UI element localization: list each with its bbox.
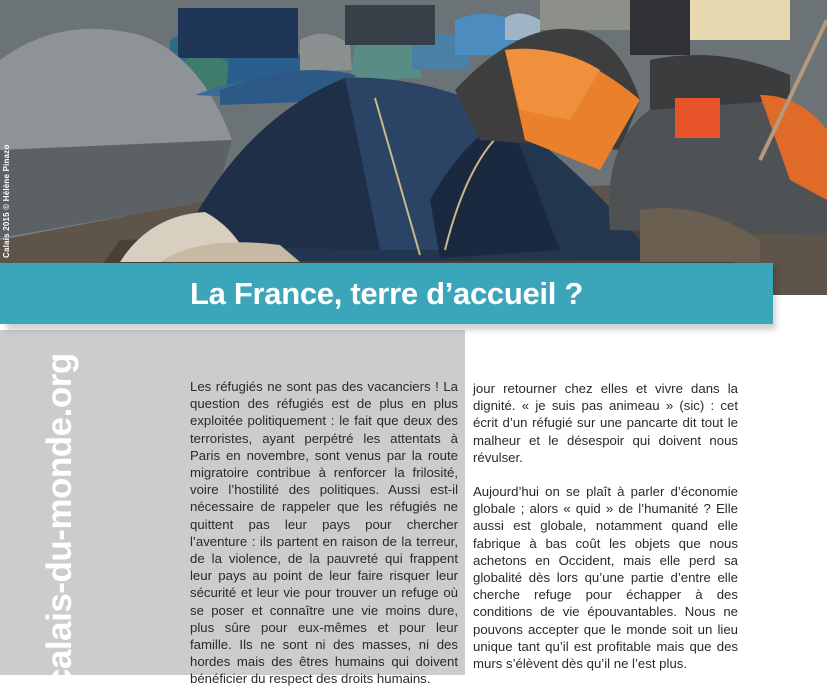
refugee-camp-photo xyxy=(0,0,827,295)
photo-credit: Calais 2015 © Hélène Pinazo xyxy=(2,144,11,258)
article-paragraph: Les réfugiés ne sont pas des vacanciers ! La question des réfugiés est de plus en plus exploitée politiquement : le fait que deux des terroristes, ayant perpétré les attentats à Paris en novembre, sont venus par la route migratoire contribue à renforcer la frilosité, voire l’hostilité des politiques. Aussi est-il nécessaire de rappeler que les réfugiés ne quittent pas leur pays pour chercher l’aventure : ils partent en raison de la terreur, de la violence, de la pauvreté qui frappent leur pays au point de leur faire risquer leur sécurité et leur vie pour trouver un refuge où se poser et connaître une vie moins dure, plus sûre pour eux-mêmes et pour leur famille. Ils ne sont ni des masses, ni des hordes mais des êtres humains qui doivent bénéficier du respect des droits humains. xyxy=(190,379,458,687)
refugee-camp-tents-photo xyxy=(0,0,827,295)
title-banner xyxy=(0,263,773,324)
page-title: La France, terre d’accueil ? xyxy=(189,275,584,311)
website-vertical-label: calais-du-monde.org xyxy=(40,353,79,688)
article-paragraph: Aujourd’hui on se plaît à parler d’économie globale ; alors « quid » de l’humanité ? Elle aussi est globale, notamment quand elle fabrique à bas coût les objets que nous achetons en Occident, mais elle perd sa globalité dès lors qu’une partie d’entre elle cherche refuge pour échapper à des conditions de vie épouvantables. Nous ne pouvons accepter que le monde soit un lieu unique tant qu’il est profitable mais que des murs s’élèvent dès qu’il ne l’est plus. xyxy=(473,484,738,672)
article-paragraph: jour retourner chez elles et vivre dans la dignité. « je suis pas animeau » (sic) : cet écrit d’un réfugié sur une pancarte dit tout le malheur et le désespoir qui doivent nous révulser. xyxy=(473,381,738,465)
article-column-right xyxy=(473,380,738,672)
article-column-left xyxy=(190,378,458,688)
